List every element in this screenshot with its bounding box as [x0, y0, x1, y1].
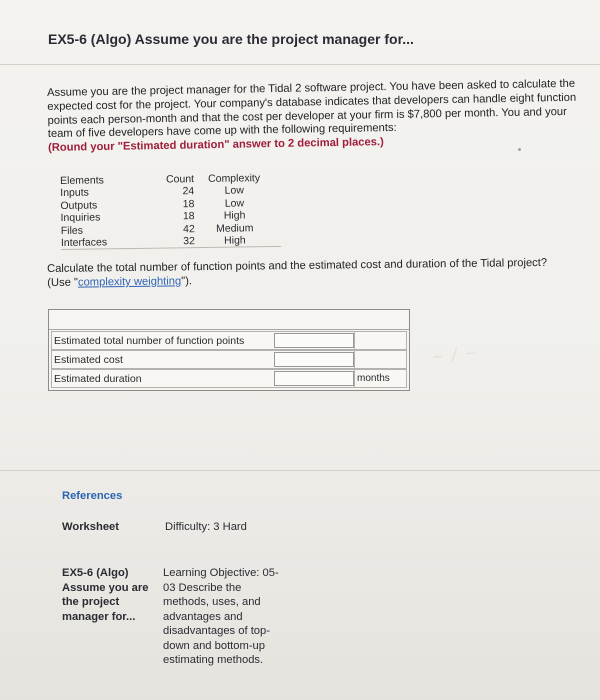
element-name: Inputs [60, 186, 89, 200]
column-divider [354, 370, 355, 388]
element-count: 24 [182, 185, 195, 198]
element-complexity: Medium [215, 221, 254, 235]
element-count: 18 [182, 210, 195, 223]
element-complexity: Low [224, 184, 244, 198]
element-complexity: Low [224, 197, 245, 210]
hint-suffix: "). [181, 275, 193, 288]
element-count: 32 [183, 235, 196, 248]
estimated-cost-input[interactable] [274, 352, 354, 367]
element-name: Outputs [60, 199, 98, 212]
references-link[interactable]: References [62, 490, 123, 502]
element-count: 18 [182, 197, 195, 211]
hint-prefix: (Use " [47, 276, 79, 289]
column-divider [354, 351, 355, 369]
problem-text: Assume you are the project manager for the Tidal 2 software project. You have been asked to calculate the expected cost for the project. Your company's database indicates that developers can handle eight function points each person-month and that the cost per developer at your firm is $7,800 per month. You and your team of five developers have come up with the following requirements: [47, 77, 577, 141]
element-count: 42 [182, 222, 195, 235]
answer-row-function-points [51, 331, 407, 350]
header-complexity: Complexity [208, 172, 261, 185]
problem-statement [47, 77, 593, 155]
answer-row-duration [51, 369, 407, 388]
answer-label: Estimated cost [54, 354, 123, 366]
duration-unit: months [357, 373, 390, 384]
element-name: Files [60, 224, 84, 237]
header-divider [0, 64, 600, 65]
requirements-table [60, 172, 281, 250]
section-divider [0, 470, 600, 471]
worksheet-label: Worksheet [62, 521, 119, 533]
answer-table [48, 309, 410, 391]
item-title: EX5-6 (Algo) Assume you are the project manager for... [62, 567, 149, 623]
faint-smudge: ~ / ~ [431, 342, 479, 368]
question [47, 255, 592, 290]
element-complexity: High [223, 209, 246, 222]
header-count: Count [165, 173, 195, 186]
estimated-duration-input[interactable] [274, 371, 354, 386]
element-name: Inquiries [60, 211, 101, 225]
complexity-weighting-link[interactable]: complexity weighting [77, 275, 182, 289]
element-complexity: High [224, 234, 246, 247]
difficulty-label: Difficulty: 3 Hard [165, 521, 247, 533]
header-elements: Elements [60, 174, 104, 187]
answer-row-cost [51, 350, 407, 369]
requirements-row [61, 234, 281, 249]
element-name: Interfaces [60, 236, 108, 249]
dot-mark [518, 148, 521, 151]
learning-objective: Learning Objective: 05-03 Describe the methods, uses, and advantages and disadvantages of top-down and bottom-up estimating methods. [163, 567, 279, 666]
rounding-instruction: (Round your "Estimated duration" answer to 2 decimal places.) [47, 136, 384, 155]
answer-label: Estimated total number of function points [54, 335, 245, 347]
page-title: EX5-6 (Algo) Assume you are the project manager for... [48, 31, 414, 47]
function-points-input[interactable] [274, 333, 354, 348]
column-divider [354, 332, 355, 350]
question-text: Calculate the total number of function points and the estimated cost and duration of the Tidal project? [47, 256, 548, 275]
answer-label: Estimated duration [54, 373, 142, 385]
answer-table-header [49, 310, 409, 330]
